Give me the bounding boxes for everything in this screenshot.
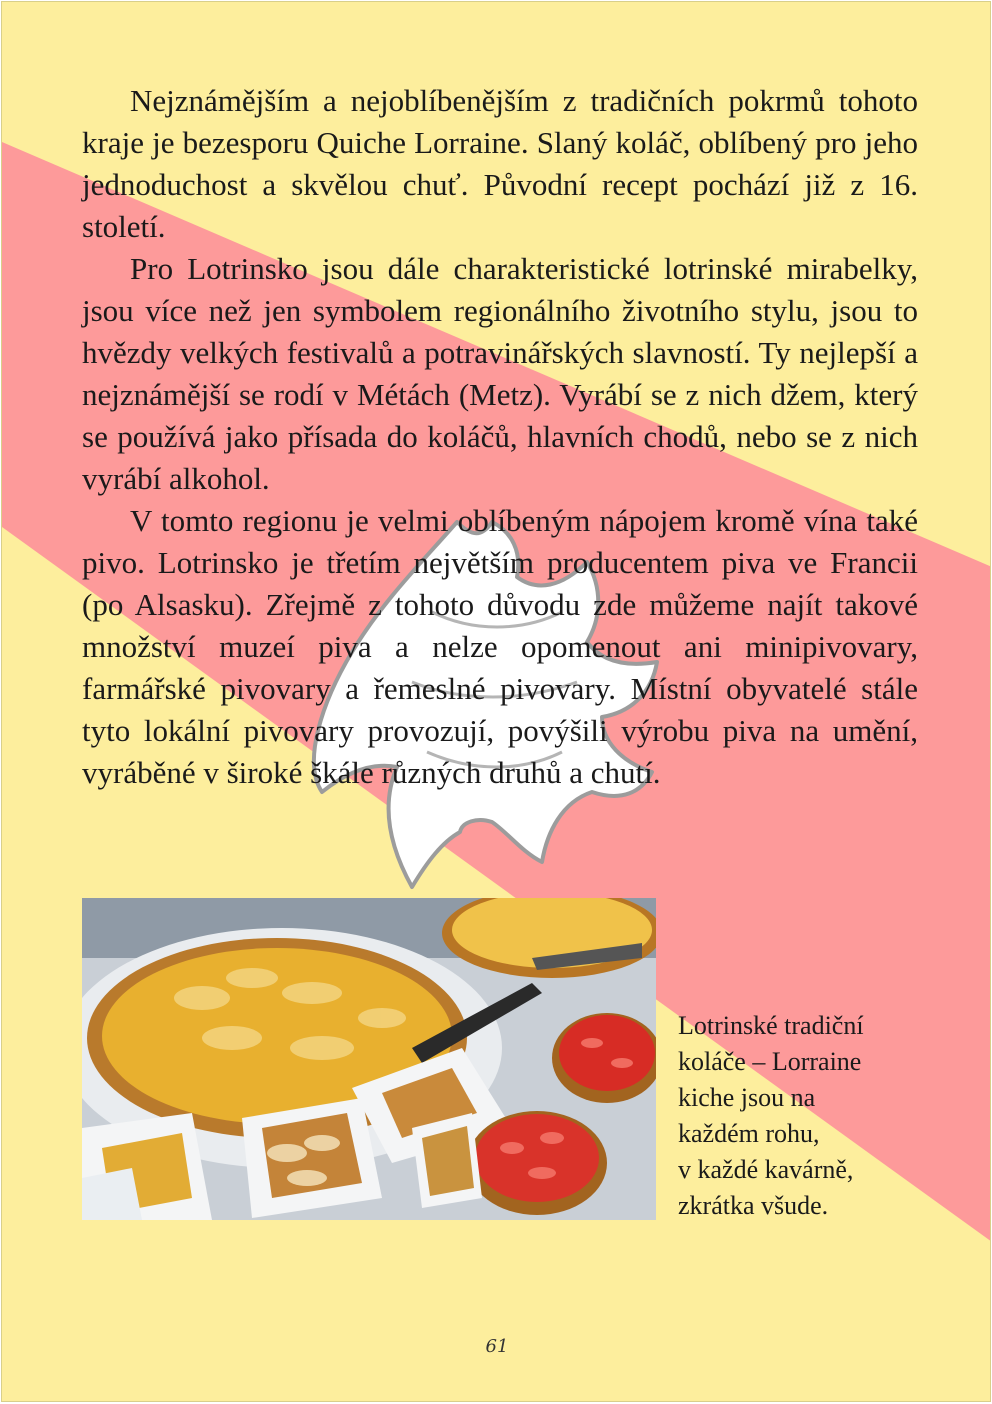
photo-caption xyxy=(678,1008,918,1224)
paragraph: Pro Lotrinsko jsou dále charakteristické lotrinské mirabelky, jsou více než jen symbolem regionálního životního stylu, jsou to hvězdy velkých festivalů a potravinářských slavností. Ty nejlepší a nejznámější se rodí v Métách (Metz). Vyrábí se z nich džem, který se používá jako přísada do koláčů, hlavních chodů, nebo se z nich vyrábí alkohol. xyxy=(82,251,918,496)
pastry-photo xyxy=(82,898,656,1220)
caption-line: v každé kavárně, xyxy=(678,1155,854,1184)
page xyxy=(1,1,991,1402)
page-number: 61 xyxy=(485,1336,509,1357)
article-body xyxy=(82,80,918,794)
caption-line: zkrátka všude. xyxy=(678,1191,829,1220)
paragraph: V tomto regionu je velmi oblíbeným nápojem kromě vína také pivo. Lotrinsko je třetím největším producentem piva ve Francii (po Alsasku). Zřejmě z tohoto důvodu zde můžeme najít takové množství muzeí piva a nelze opomenout ani minipivovary, farmářské pivovary a řemeslné pivovary. Místní obyvatelé stále tyto lokální pivovary provozují, povýšili výrobu piva na umění, vyráběné v široké škále různých druhů a chutí. xyxy=(82,503,918,790)
caption-line: Lotrinské tradiční xyxy=(678,1011,864,1040)
caption-line: kiche jsou na xyxy=(678,1083,816,1112)
paragraph: Nejznámějším a nejoblíbenějším z tradičních pokrmů tohoto kraje je bezesporu Quiche Lorraine. Slaný koláč, oblíbený pro jeho jednoduchost a skvělou chuť. Původní recept pochází již z 16. století. xyxy=(82,83,918,244)
caption-line: každém rohu, xyxy=(678,1119,820,1148)
caption-line: koláče – Lorraine xyxy=(678,1047,862,1076)
